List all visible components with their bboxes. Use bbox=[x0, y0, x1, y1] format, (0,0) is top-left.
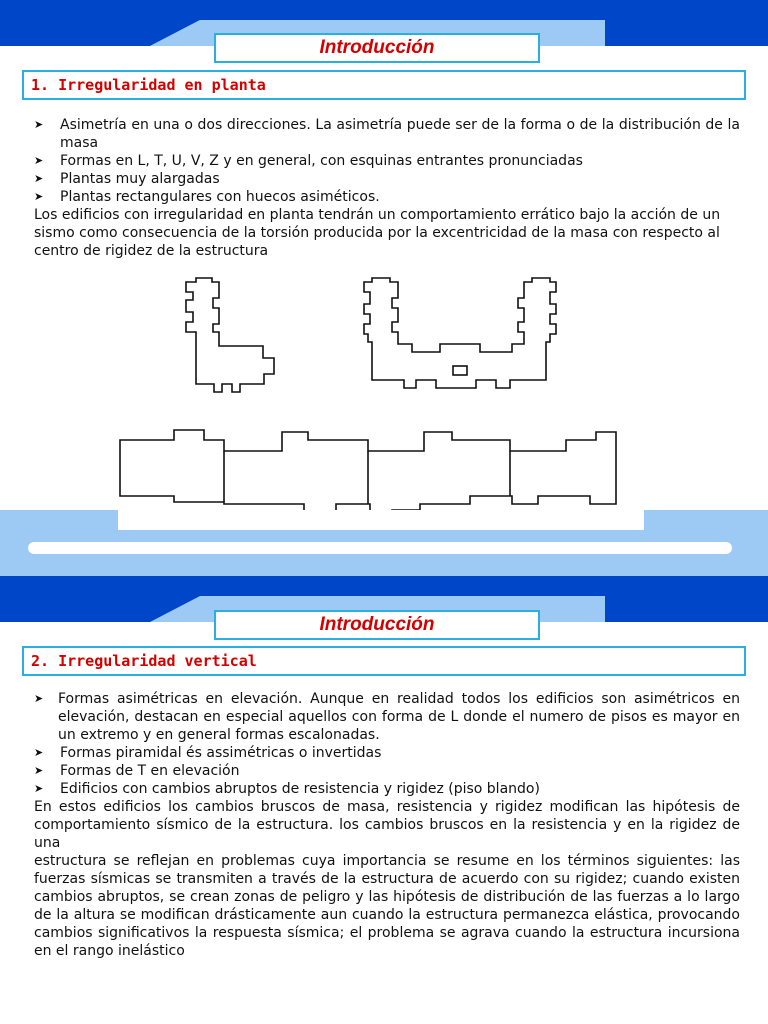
arrow-bullet-icon: ➤ bbox=[34, 172, 44, 185]
arrow-bullet-icon: ➤ bbox=[34, 154, 44, 167]
arrow-bullet-icon: ➤ bbox=[34, 782, 44, 795]
content-block bbox=[34, 116, 740, 260]
l-plan-shape bbox=[186, 278, 274, 392]
body-paragraph: En estos edificios los cambios bruscos de masa, resistencia y rigidez modifican las hipótesis de comportamiento sísmico de la estructura. los cambios bruscos en la resistencia y en la rigidez de una bbox=[34, 799, 740, 851]
section-heading: 1. Irregularidad en planta bbox=[22, 70, 746, 100]
bullet-item: ➤ Formas de T en elevación bbox=[34, 763, 240, 779]
bullet-item: ➤ Formas asimétricas en elevación. Aunque en realidad todos los edificios son asimétricos en elevación, destacan en especial aquellos con forma de L donde el numero de pisos es mayor en un extremo y en general formas escalonadas. bbox=[34, 691, 740, 743]
arrow-bullet-icon: ➤ bbox=[34, 692, 44, 705]
content-block bbox=[34, 690, 740, 960]
arrow-bullet-icon: ➤ bbox=[34, 190, 44, 203]
footer-band bbox=[0, 510, 768, 576]
bullet-item: ➤ Plantas muy alargadas bbox=[34, 171, 220, 187]
slide-irregularidad-vertical bbox=[0, 576, 768, 1024]
arrow-bullet-icon: ➤ bbox=[34, 118, 44, 131]
bullet-item: ➤ Edificios con cambios abruptos de resistencia y rigidez (piso blando) bbox=[34, 781, 540, 797]
bullet-item: ➤ Formas piramidal és assimétricas o invertidas bbox=[34, 745, 382, 761]
slide-title: Introducción bbox=[214, 610, 540, 640]
body-paragraph: estructura se reflejan en problemas cuya importancia se resume en los términos siguientes: las fuerzas sísmicas se transmiten a través de la estructura de acuerdo con su rigidez; cuando existen cambios abruptos, se crean zonas de peligro y las hipótesis de distribución de las fuerzas a lo largo de la altura se modifican drásticamente aun cuando la estructura permanezca elástica, provocando cambios significativos la respuesta sísmica; el problema se agrava cuando la estructura incursiona en el rango inelástico bbox=[34, 853, 740, 959]
plan-division-line bbox=[224, 451, 510, 504]
plan-shapes-figure bbox=[0, 262, 768, 532]
bullet-item: ➤ Plantas rectangulares con huecos asiméticos. bbox=[34, 189, 380, 205]
bullet-item: ➤ Formas en L, T, U, V, Z y en general, con esquinas entrantes pronunciadas bbox=[34, 153, 583, 169]
plan-hole bbox=[453, 366, 467, 375]
section-heading: 2. Irregularidad vertical bbox=[22, 646, 746, 676]
body-paragraph: Los edificios con irregularidad en planta tendrán un comportamiento errático bajo la acción de un sismo como consecuencia de la torsión producida por la excentricidad de la masa con respecto al centro de rigidez de la estructura bbox=[34, 207, 721, 259]
u-plan-shape bbox=[364, 278, 556, 388]
bullet-item: ➤ Asimetría en una o dos direcciones. La asimetría puede ser de la forma o de la distribución de la masa bbox=[34, 117, 740, 151]
arrow-bullet-icon: ➤ bbox=[34, 764, 44, 777]
slide-title: Introducción bbox=[214, 33, 540, 63]
arrow-bullet-icon: ➤ bbox=[34, 746, 44, 759]
